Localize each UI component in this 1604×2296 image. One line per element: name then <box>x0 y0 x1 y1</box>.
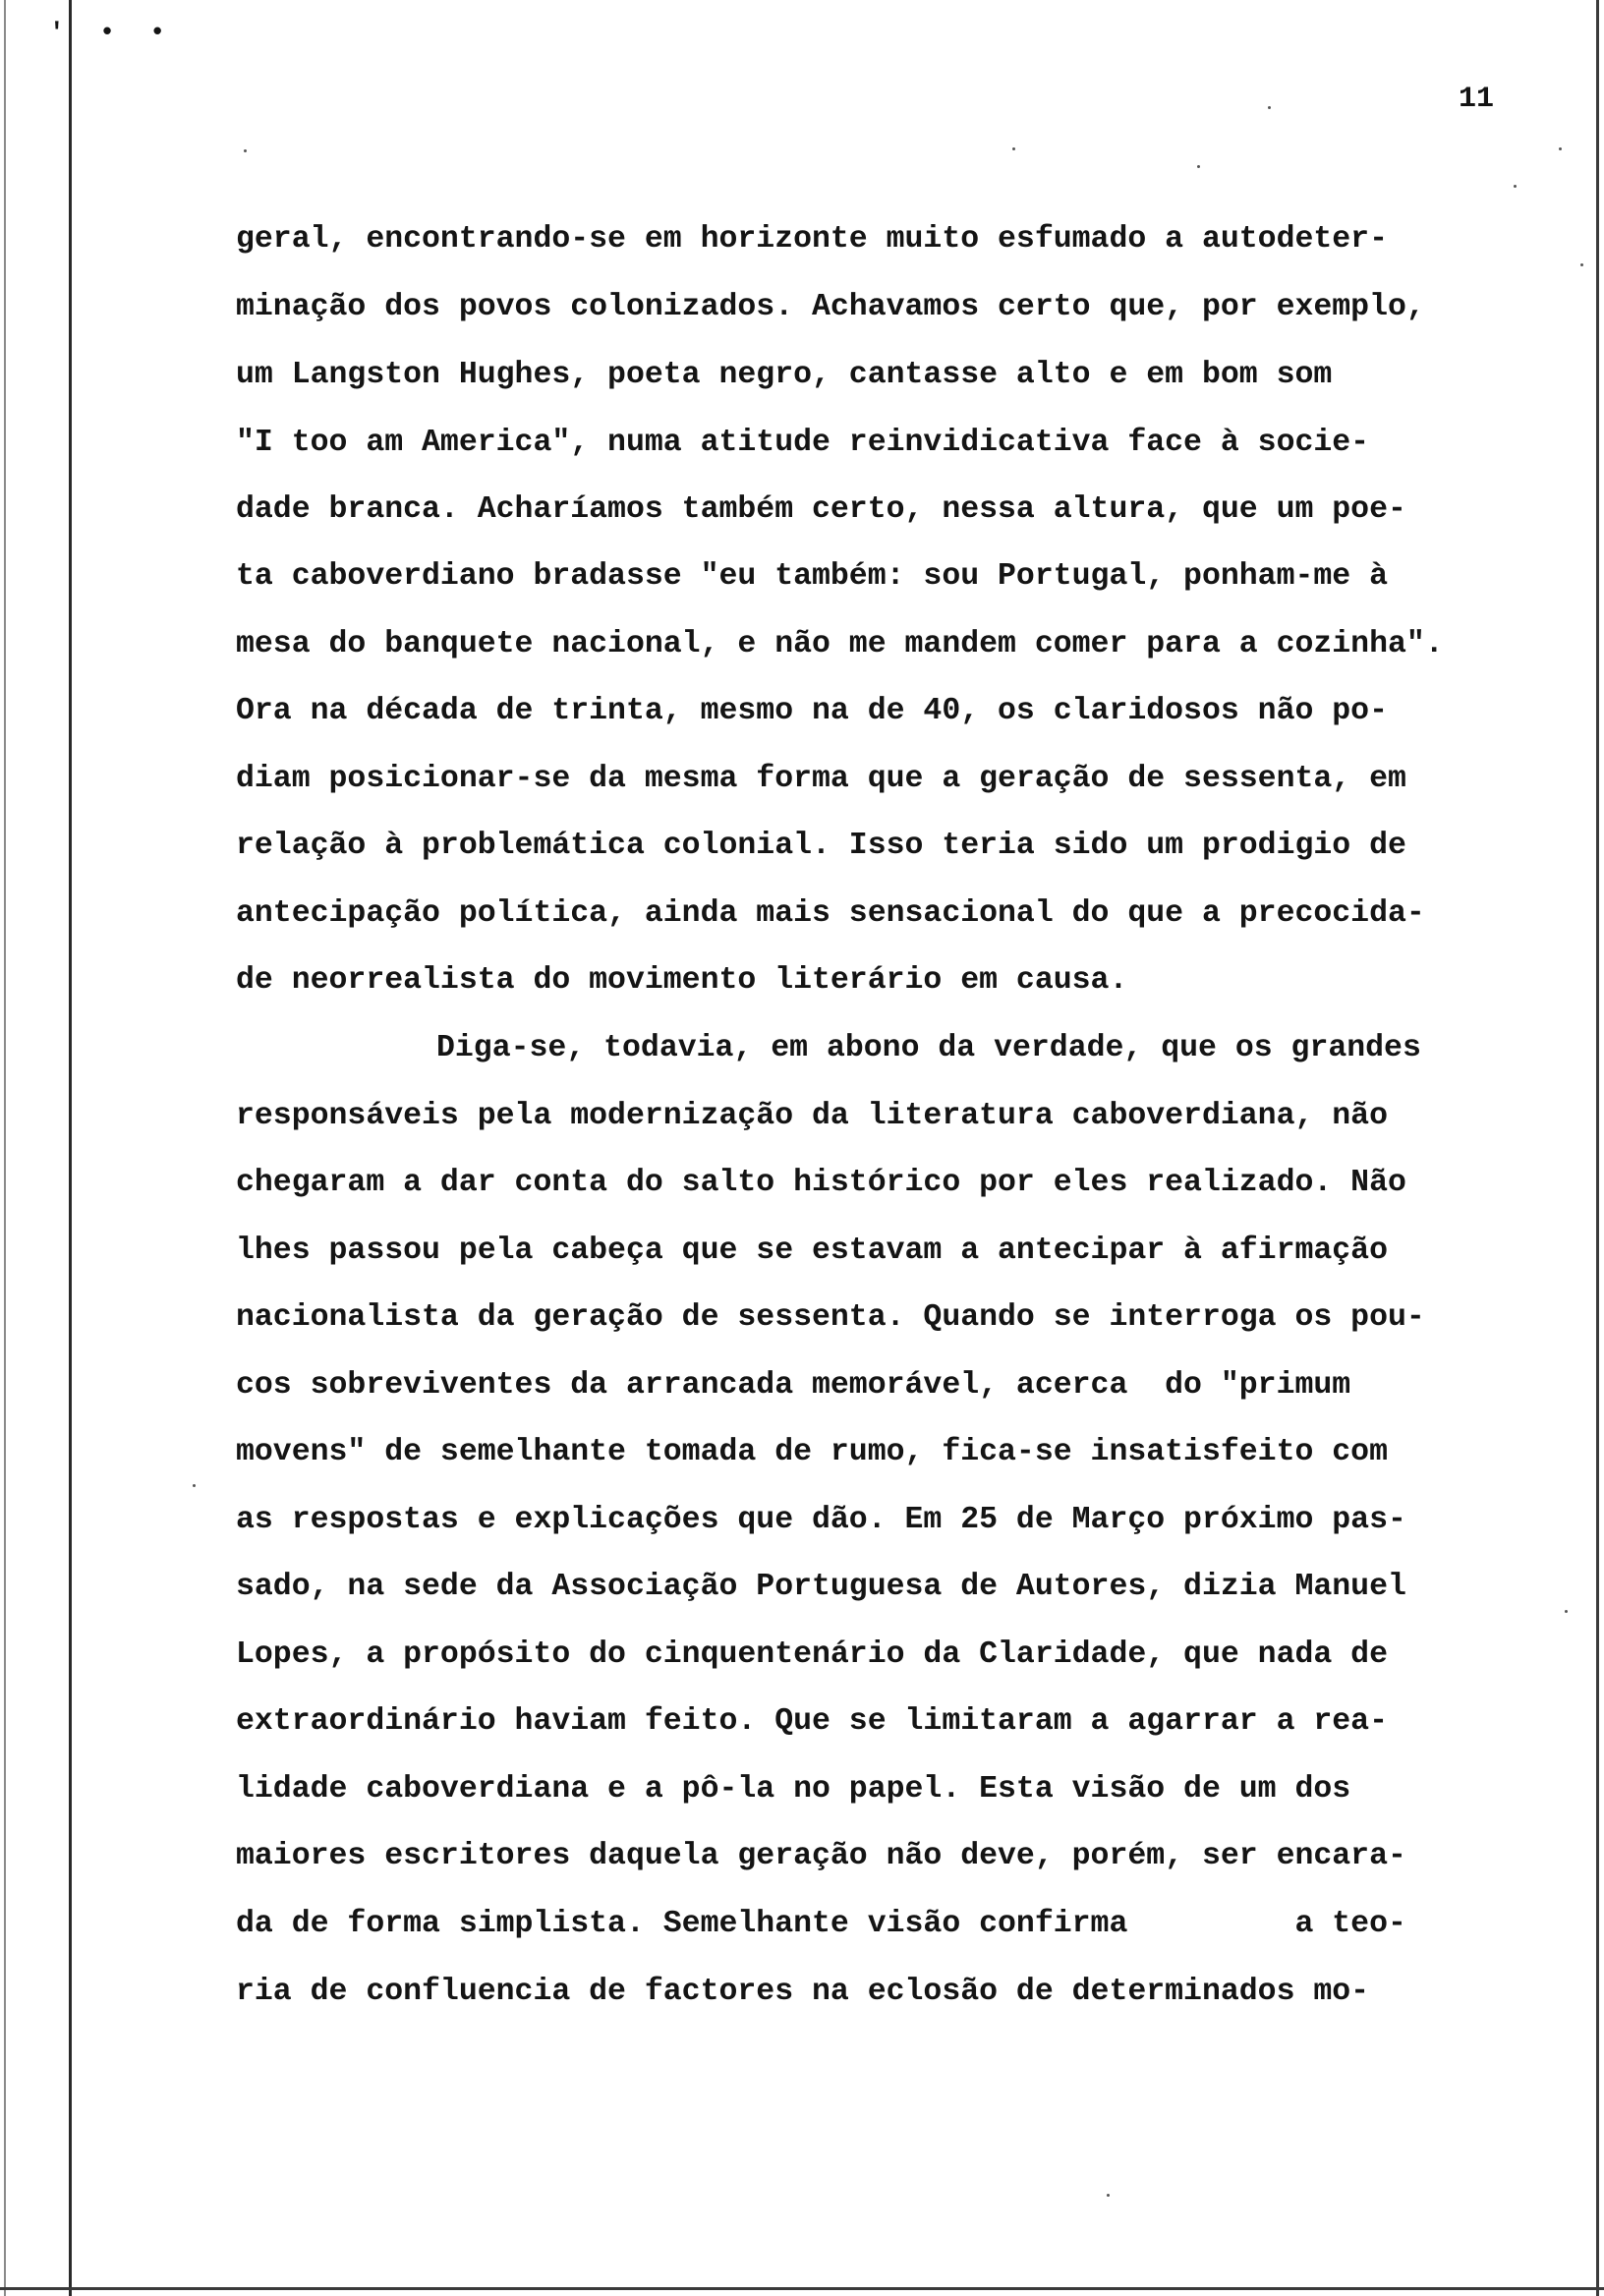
text-line: minação dos povos colonizados. Achavamos certo que, por exemplo, <box>236 290 1425 324</box>
text-line: Lopes, a propósito do cinquentenário da Claridade, que nada de <box>236 1637 1388 1672</box>
text-line: Ora na década de trinta, mesmo na de 40, os claridosos não po- <box>236 694 1388 728</box>
text-line: mesa do banquete nacional, e não me mandem comer para a cozinha". <box>236 627 1444 661</box>
header-marks: ' • • <box>49 18 176 47</box>
scan-speck <box>1197 165 1200 168</box>
text-line: movens" de semelhante tomada de rumo, fica-se insatisfeito com <box>236 1435 1388 1469</box>
text-line: lhes passou pela cabeça que se estavam a antecipar à afirmação <box>236 1234 1388 1268</box>
scan-speck <box>1107 2194 1110 2197</box>
text-line: da de forma simplista. Semelhante visão confirma a teo- <box>236 1907 1406 1941</box>
bottom-margin-rule <box>0 2287 1604 2290</box>
text-line: responsáveis pela modernização da literatura caboverdiana, não <box>236 1099 1388 1133</box>
scan-speck <box>1012 147 1015 150</box>
text-line: maiores escritores daquela geração não deve, porém, ser encara- <box>236 1839 1406 1873</box>
scan-speck <box>1514 185 1517 188</box>
text-line: lidade caboverdiana e a pô-la no papel. Esta visão de um dos <box>236 1772 1351 1807</box>
scan-speck <box>1268 106 1271 109</box>
text-line: geral, encontrando-se em horizonte muito esfumado a autodeter- <box>236 222 1388 257</box>
right-margin-rule <box>1596 0 1599 2296</box>
left-margin-rule <box>69 0 72 2296</box>
text-line: sado, na sede da Associação Portuguesa de Autores, dizia Manuel <box>236 1570 1406 1604</box>
text-line: extraordinário haviam feito. Que se limitaram a agarrar a rea- <box>236 1704 1388 1739</box>
scan-speck <box>1559 147 1562 150</box>
text-line: dade branca. Acharíamos também certo, nessa altura, que um poe- <box>236 492 1406 527</box>
text-line: um Langston Hughes, poeta negro, cantasse alto e em bom som <box>236 358 1333 392</box>
scan-speck <box>244 149 247 152</box>
text-line: ria de confluencia de factores na eclosão de determinados mo- <box>236 1975 1370 2009</box>
scan-edge-outer <box>4 0 6 2296</box>
text-line: ta caboverdiano bradasse "eu também: sou Portugal, ponham-me à <box>236 559 1388 594</box>
scan-speck <box>1565 1610 1568 1613</box>
text-line: cos sobreviventes da arrancada memorável, acerca do "primum <box>236 1368 1351 1403</box>
text-line: de neorrealista do movimento literário em causa. <box>236 963 1128 998</box>
text-line: diam posicionar-se da mesma forma que a geração de sessenta, em <box>236 762 1406 796</box>
text-line: nacionalista da geração de sessenta. Quando se interroga os pou- <box>236 1300 1425 1335</box>
text-line: relação à problemática colonial. Isso teria sido um prodigio de <box>236 829 1406 863</box>
text-line: as respostas e explicações que dão. Em 25 de Março próximo pas- <box>236 1503 1406 1537</box>
page-number: 11 <box>1459 83 1495 116</box>
text-line: antecipação política, ainda mais sensacional do que a precocida- <box>236 896 1425 931</box>
scan-speck <box>193 1484 196 1487</box>
scan-speck <box>1580 263 1583 266</box>
text-line: chegaram a dar conta do salto histórico por eles realizado. Não <box>236 1166 1406 1200</box>
text-line: "I too am America", numa atitude reinvidicativa face à socie- <box>236 426 1370 460</box>
paragraph-first-line: Diga-se, todavia, em abono da verdade, que os grandes <box>436 1031 1421 1065</box>
